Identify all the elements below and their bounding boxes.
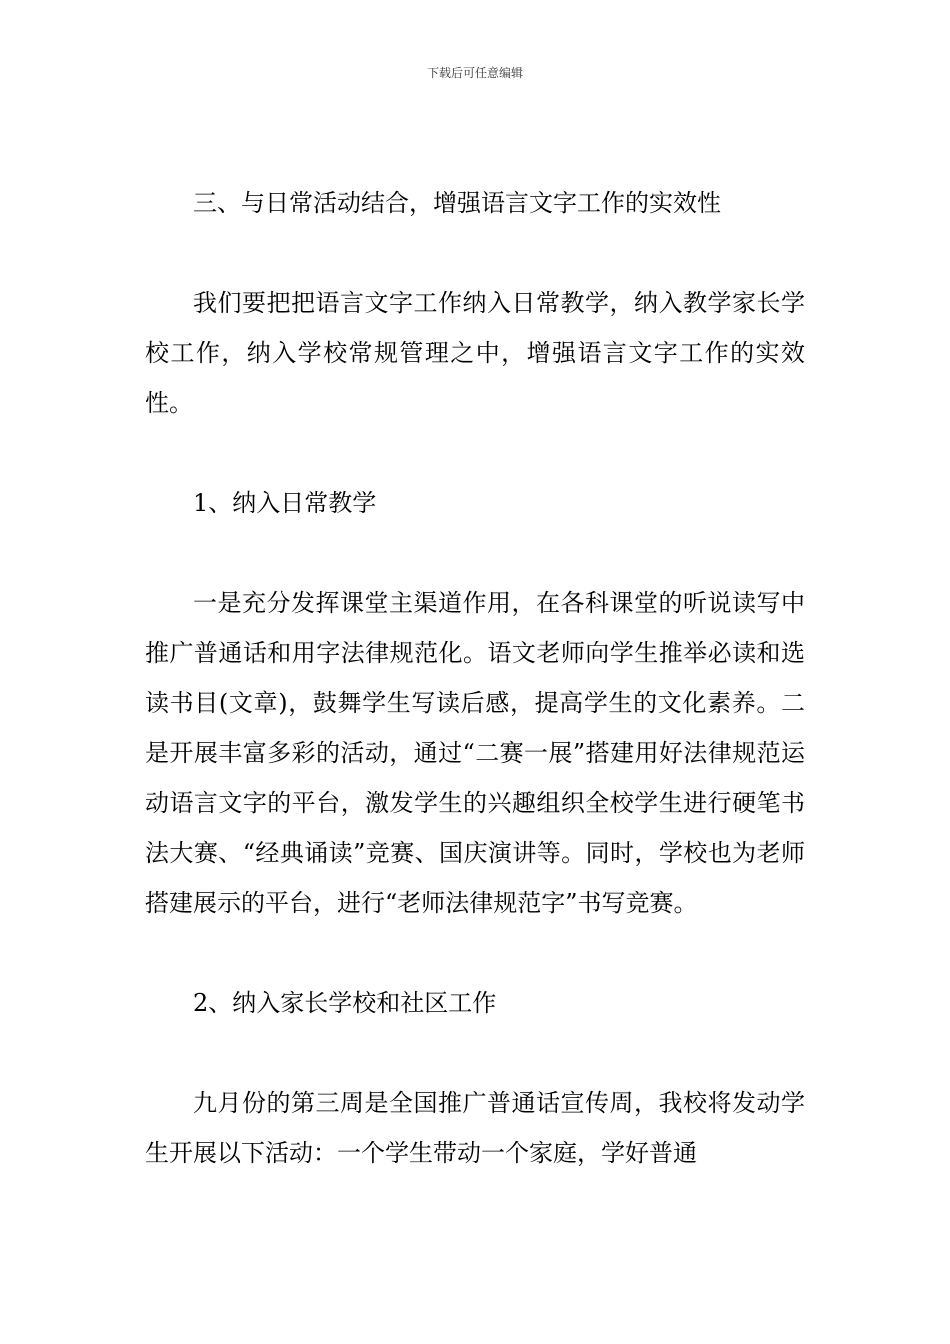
spacer	[145, 528, 805, 578]
spacer	[145, 428, 805, 478]
spacer	[145, 928, 805, 978]
document-body	[145, 178, 805, 1178]
spacer	[145, 1028, 805, 1078]
subheading-parent-school: 2、纳入家长学校和社区工作	[193, 989, 497, 1017]
subheading-daily-teaching: 1、纳入日常教学	[193, 489, 377, 517]
spacer	[145, 228, 805, 278]
section-heading: 三、与日常活动结合，增强语言文字工作的实效性	[193, 189, 721, 217]
page-header-note: 下载后可任意编辑	[426, 66, 523, 80]
intro-paragraph: 我们要把把语言文字工作纳入日常教学，纳入教学家长学校工作，纳入学校常规管理之中，增强语言文字工作的实效性。	[145, 289, 805, 417]
paragraph-parent-school: 九月份的第三周是全国推广普通话宣传周，我校将发动学生开展以下活动：一个学生带动一个家庭，学好普通	[145, 1089, 805, 1167]
paragraph-daily-teaching: 一是充分发挥课堂主渠道作用，在各科课堂的听说读写中推广普通话和用字法律规范化。语文老师向学生推举必读和选读书目(文章)，鼓舞学生写读后感，提高学生的文化素养。二是开展丰富多彩的活动，通过“二赛一展”搭建用好法律规范运动语言文字的平台，激发学生的兴趣组织全校学生进行硬笔书法大赛、“经典诵读”竞赛、国庆演讲等。同时，学校也为老师搭建展示的平台，进行“老师法律规范字”书写竞赛。	[145, 589, 805, 917]
